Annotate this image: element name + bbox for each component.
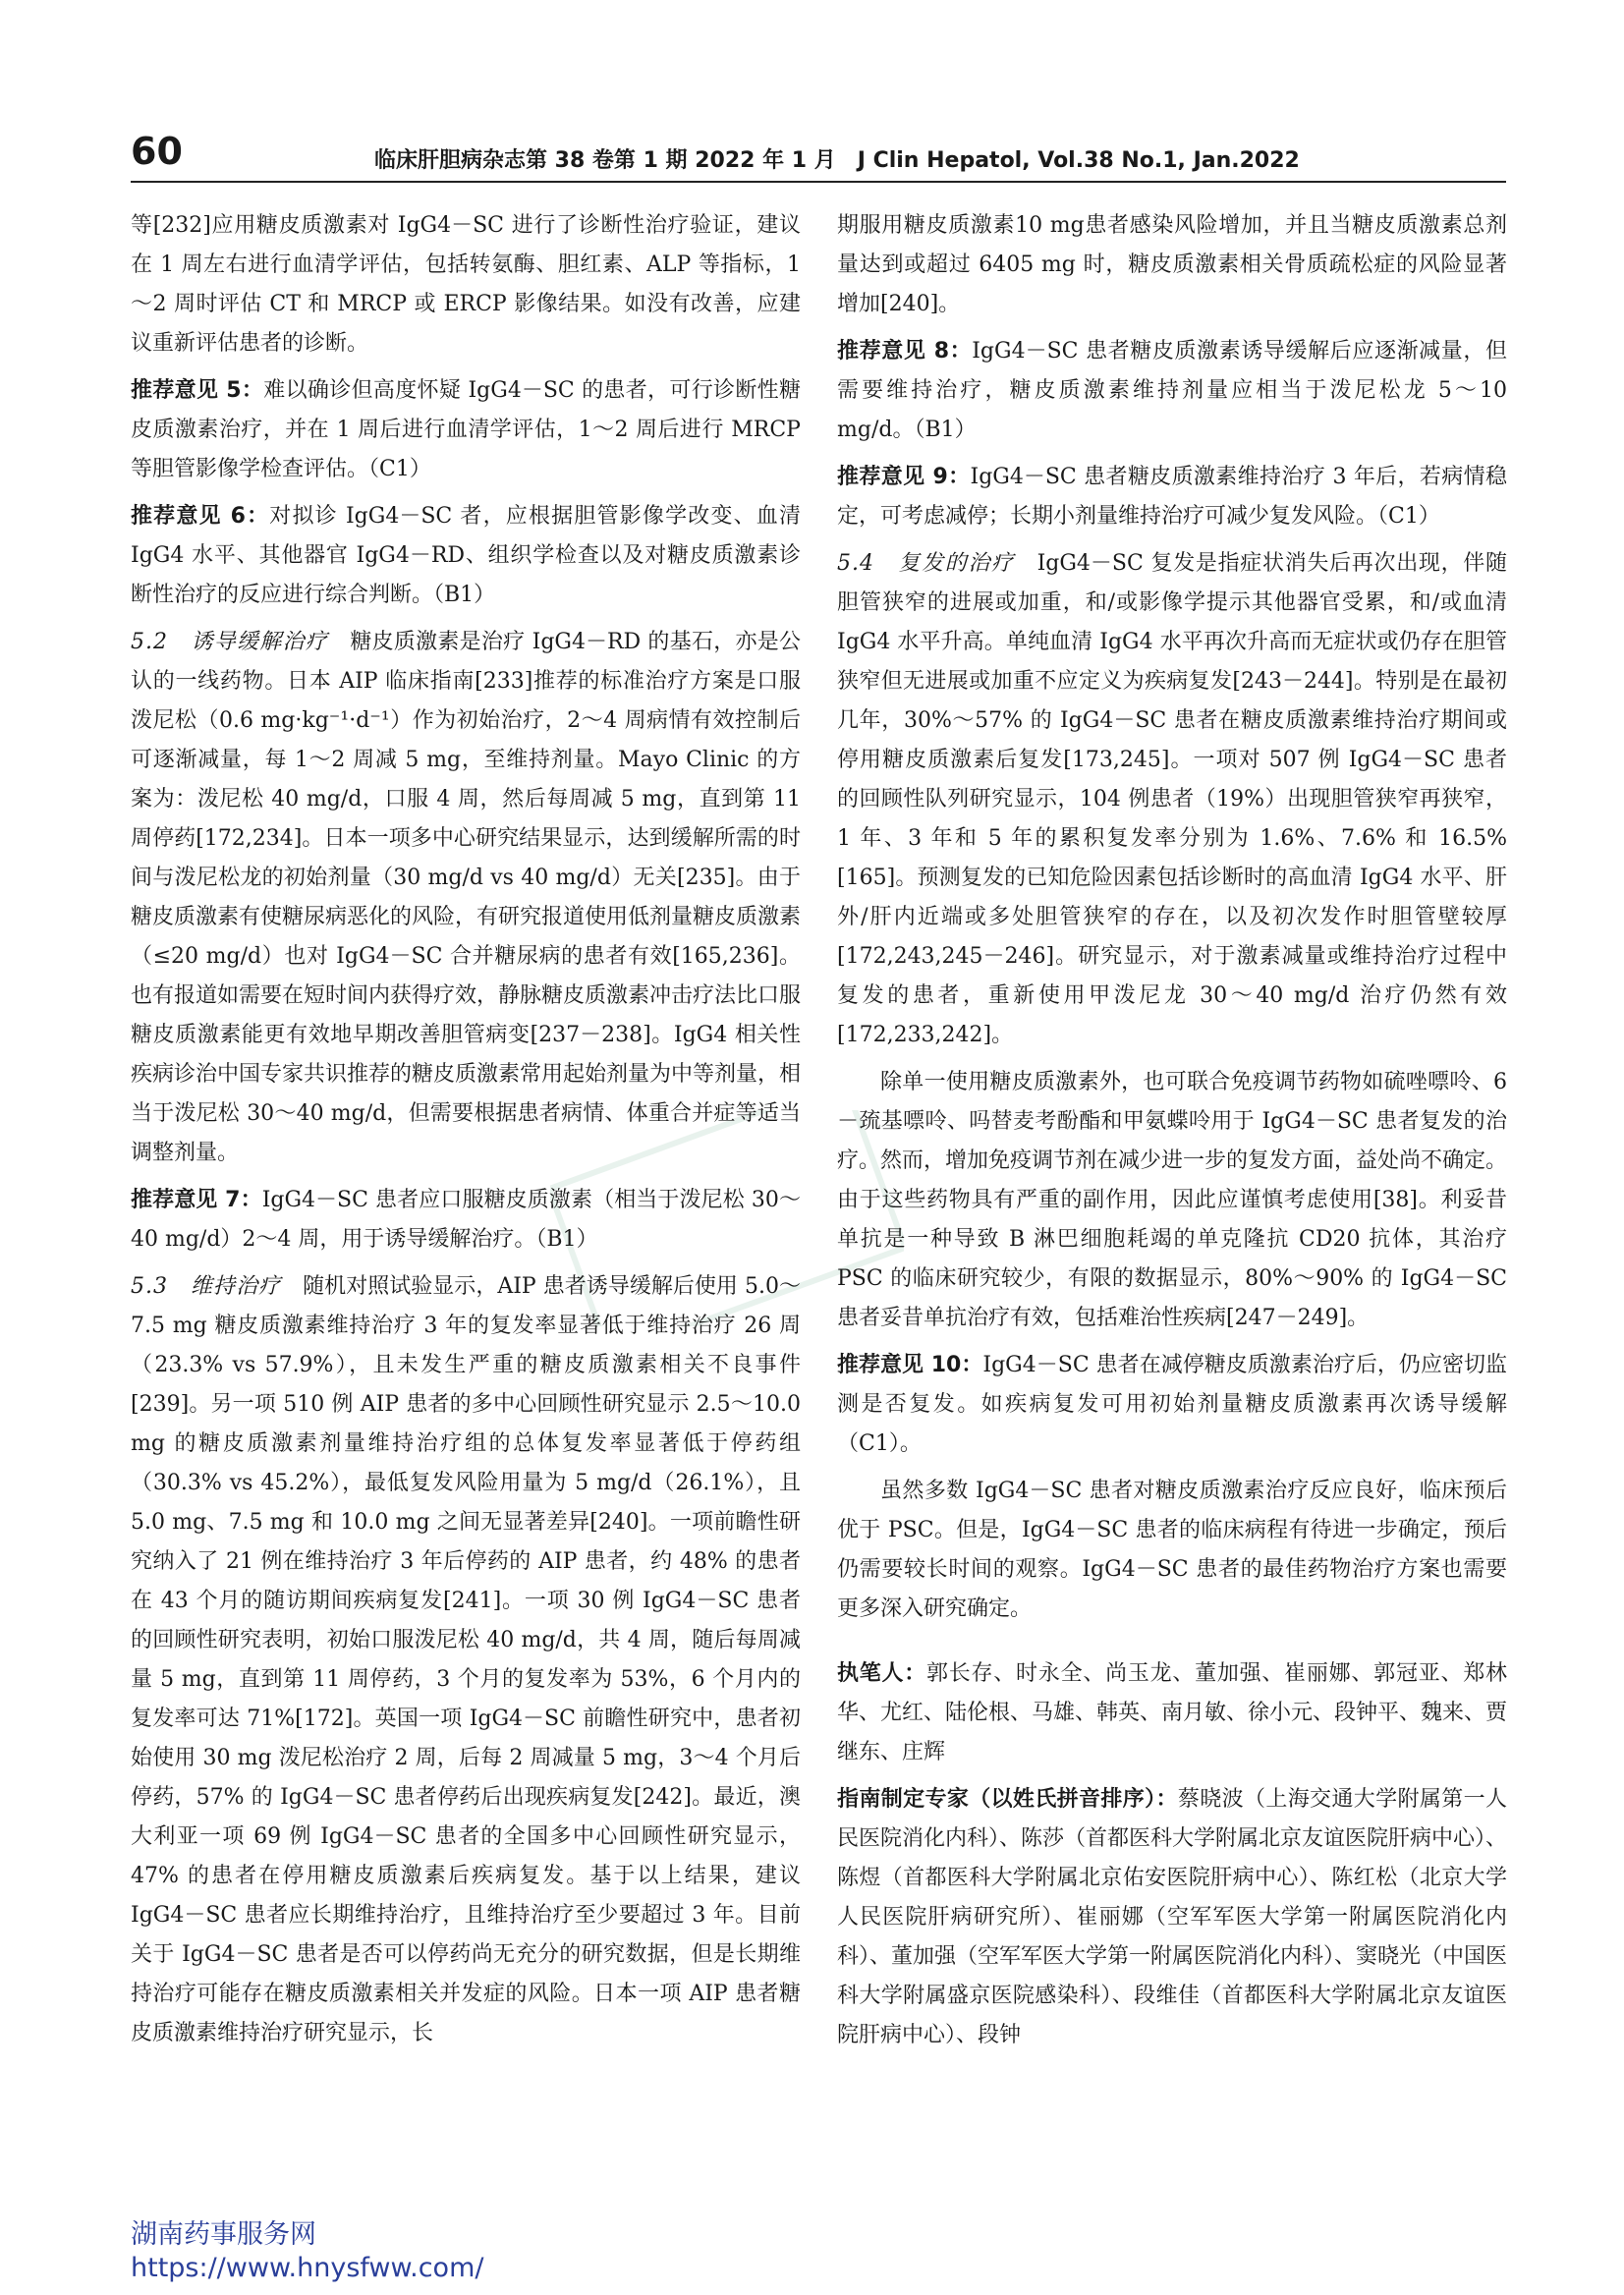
site-url-link[interactable]: https://www.hnysfww.com/	[131, 2253, 484, 2283]
section-title: 5.4 复发的治疗	[837, 551, 1015, 576]
authors-label: 执笔人：	[837, 1661, 927, 1686]
experts-text: 蔡晓波（上海交通大学附属第一人民医院消化内科）、陈莎（首都医科大学附属北京友谊医院肝病中心）、陈煜（首都医科大学附属北京佑安医院肝病中心）、陈红松（北京大学人民医院肝病研究所）、崔丽娜（空军军医大学第一附属医院消化内科）、董加强（空军军医大学第一附属医院消化内科）、窦晓光（中国医科大学附属盛京医院感染科）、段维佳（首都医科大学附属北京友谊医院肝病中心）、段钟	[837, 1787, 1508, 2047]
page-number: 60	[131, 130, 183, 173]
section-5-3	[131, 1267, 801, 2053]
recommendation-label: 推荐意见 6：	[131, 504, 270, 529]
header-rule	[131, 181, 1506, 183]
section-text: 随机对照试验显示，AIP 患者诱导缓解后使用 5.0～7.5 mg 糖皮质激素维持治疗 3 年的复发率显著低于维持治疗 26 周（23.3% vs 57.9%），且未发生严重的糖皮质激素相关不良事件[239]。另一项 510 例 AIP 患者的多中心回顾性研究显示 2.5～10.0 mg 的糖皮质激素剂量维持治疗组的总体复发率显著低于停药组（30.3% vs 45.2%），最低复发风险用量为 5 mg/d（26.1%），且 5.0 mg、7.5 mg 和 10.0 mg 之间无显著差异[240]。一项前瞻性研究纳入了 21 例在维持治疗 3 年后停药的 AIP 患者，约 48% 的患者在 43 个月的随访期间疾病复发[241]。一项 30 例 IgG4－SC 患者的回顾性研究表明，初始口服泼尼松 40 mg/d，共 4 周，随后每周减量 5 mg，直到第 11 周停药，3 个月的复发率为 53%，6 个月内的复发率可达 71%[172]。英国一项 IgG4－SC 前瞻性研究中，患者初始使用 30 mg 泼尼松治疗 2 周，后每 2 周减量 5 mg，3～4 个月后停药，57% 的 IgG4－SC 患者停药后出现疾病复发[242]。最近，澳大利亚一项 69 例 IgG4－SC 患者的全国多中心回顾性研究显示，47% 的患者在停用糖皮质激素后疾病复发。基于以上结果，建议 IgG4－SC 患者应长期维持治疗，且维持治疗至少要超过 3 年。目前关于 IgG4－SC 患者是否可以停药尚无充分的研究数据，但是长期维持治疗可能存在糖皮质激素相关并发症的风险。日本一项 AIP 患者糖皮质激素维持治疗研究显示，长	[131, 1274, 801, 2045]
authors	[837, 1654, 1507, 1772]
recommendation-text: IgG4－SC 患者糖皮质激素诱导缓解后应逐渐减量，但需要维持治疗，糖皮质激素维持剂量应相当于泼尼松龙 5～10 mg/d。（B1）	[837, 339, 1507, 442]
recommendation-text: IgG4－SC 患者在减停糖皮质激素治疗后，仍应密切监测是否复发。如疾病复发可用初始剂量糖皮质激素再次诱导缓解（C1）。	[837, 1353, 1507, 1456]
section-title: 5.2 诱导缓解治疗	[131, 630, 329, 654]
recommendation-7	[131, 1181, 801, 1259]
recommendation-6	[131, 497, 801, 615]
site-footer	[131, 2218, 483, 2285]
page-header	[131, 130, 1506, 185]
recommendation-text: 对拟诊 IgG4－SC 者，应根据胆管影像学改变、血清 IgG4 水平、其他器官 IgG4－RD、组织学检查以及对糖皮质激素诊断性治疗的反应进行综合判断。（B1）	[131, 504, 801, 607]
recommendation-9	[837, 458, 1507, 536]
journal-citation: 临床肝胆病杂志第 38 卷第 1 期 2022 年 1 月 J Clin Hepatol, Vol.38 No.1, Jan.2022	[374, 148, 1300, 173]
paragraph: 期服用糖皮质激素10 mg患者感染风险增加，并且当糖皮质激素总剂量达到或超过 6405 mg 时，糖皮质激素相关骨质疏松症的风险显著增加[240]。	[837, 213, 1507, 316]
paragraph-conclusion: 虽然多数 IgG4－SC 患者对糖皮质激素治疗反应良好，临床预后优于 PSC。但是，IgG4－SC 患者的临床病程有待进一步确定，预后仍需要较长时间的观察。IgG4－SC 患者的最佳药物治疗方案也需要更多深入研究确定。	[837, 1479, 1507, 1621]
recommendation-text: IgG4－SC 患者糖皮质激素维持治疗 3 年后，若病情稳定，可考虑减停；长期小剂量维持治疗可减少复发风险。（C1）	[837, 465, 1507, 529]
right-column	[837, 206, 1507, 2063]
recommendation-8	[837, 332, 1507, 450]
paragraph-immunomodulators: 除单一使用糖皮质激素外，也可联合免疫调节药物如硫唑嘌呤、6－巯基嘌呤、吗替麦考酚酯和甲氨蝶呤用于 IgG4－SC 患者复发的治疗。然而，增加免疫调节剂在减少进一步的复发方面，益处尚不确定。由于这些药物具有严重的副作用，因此应谨慎考虑使用[38]。利妥昔单抗是一种导致 B 淋巴细胞耗竭的单克隆抗 CD20 抗体，其治疗 PSC 的临床研究较少，有限的数据显示，80%～90% 的 IgG4－SC 患者妥昔单抗治疗有效，包括难治性疾病[247－249]。	[837, 1070, 1508, 1330]
recommendation-label: 推荐意见 5：	[131, 378, 264, 403]
section-title: 5.3 维持治疗	[131, 1274, 282, 1299]
experts-label: 指南制定专家（以姓氏拼音排序）：	[837, 1787, 1178, 1812]
section-5-2	[131, 623, 801, 1173]
section-text: 糖皮质激素是治疗 IgG4－RD 的基石，亦是公认的一线药物。日本 AIP 临床指南[233]推荐的标准治疗方案是口服泼尼松（0.6 mg·kg⁻¹·d⁻¹）作为初始治疗，2～4 周病情有效控制后可逐渐减量，每 1～2 周减 5 mg，至维持剂量。Mayo Clinic 的方案为：泼尼松 40 mg/d，口服 4 周，然后每周减 5 mg，直到第 11 周停药[172,234]。日本一项多中心研究结果显示，达到缓解所需的时间与泼尼松龙的初始剂量（30 mg/d vs 40 mg/d）无关[235]。由于糖皮质激素有使糖尿病恶化的风险，有研究报道使用低剂量糖皮质激素（≤20 mg/d）也对 IgG4－SC 合并糖尿病的患者有效[165,236]。也有报道如需要在短时间内获得疗效，静脉糖皮质激素冲击疗法比口服糖皮质激素能更有效地早期改善胆管病变[237－238]。IgG4 相关性疾病诊治中国专家共识推荐的糖皮质激素常用起始剂量为中等剂量，相当于泼尼松 30～40 mg/d，但需要根据患者病情、体重合并症等适当调整剂量。	[131, 630, 802, 1165]
section-text: IgG4－SC 复发是指症状消失后再次出现，伴随胆管狭窄的进展或加重，和/或影像学提示其他器官受累，和/或血清 IgG4 水平升高。单纯血清 IgG4 水平再次升高而无症状或仍存在胆管狭窄但无进展或加重不应定义为疾病复发[243－244]。特别是在最初几年，30%～57% 的 IgG4－SC 患者在糖皮质激素维持治疗期间或停用糖皮质激素后复发[173,245]。一项对 507 例 IgG4－SC 患者的回顾性队列研究显示，104 例患者（19%）出现胆管狭窄再狭窄，1 年、3 年和 5 年的累积复发率分别为 1.6%、7.6% 和 16.5%[165]。预测复发的已知危险因素包括诊断时的高血清 IgG4 水平、肝外/肝内近端或多处胆管狭窄的存在，以及初次发作时胆管壁较厚[172,243,245－246]。研究显示，对于激素减量或维持治疗过程中复发的患者，重新使用甲泼尼龙 30～40 mg/d 治疗仍然有效[172,233,242]。	[837, 551, 1507, 1047]
recommendation-5	[131, 371, 801, 489]
authors-text: 郭长存、时永全、尚玉龙、董加强、崔丽娜、郭冠亚、郑林华、尤红、陆伦根、马雄、韩英、南月敏、徐小元、段钟平、魏来、贾继东、庄辉	[837, 1661, 1508, 1764]
paragraph: 等[232]应用糖皮质激素对 IgG4－SC 进行了诊断性治疗验证，建议在 1 周左右进行血清学评估，包括转氨酶、胆红素、ALP 等指标，1～2 周时评估 CT 和 MRCP 或 ERCP 影像结果。如没有改善，应建议重新评估患者的诊断。	[131, 213, 801, 356]
recommendation-label: 推荐意见 7：	[131, 1188, 262, 1212]
recommendation-text: IgG4－SC 患者应口服糖皮质激素（相当于泼尼松 30～40 mg/d）2～4 周，用于诱导缓解治疗。（B1）	[131, 1188, 802, 1252]
recommendation-10	[837, 1346, 1507, 1464]
section-5-4	[837, 544, 1507, 1055]
recommendation-label: 推荐意见 8：	[837, 339, 973, 364]
recommendation-text: 难以确诊但高度怀疑 IgG4－SC 的患者，可行诊断性糖皮质激素治疗，并在 1 周后进行血清学评估，1～2 周后进行 MRCP 等胆管影像学检查评估。（C1）	[131, 378, 801, 481]
recommendation-label: 推荐意见 9：	[837, 465, 971, 489]
left-column	[131, 206, 801, 2061]
site-name: 湖南药事服务网	[131, 2219, 316, 2250]
recommendation-label: 推荐意见 10：	[837, 1353, 983, 1377]
experts	[837, 1780, 1507, 2055]
